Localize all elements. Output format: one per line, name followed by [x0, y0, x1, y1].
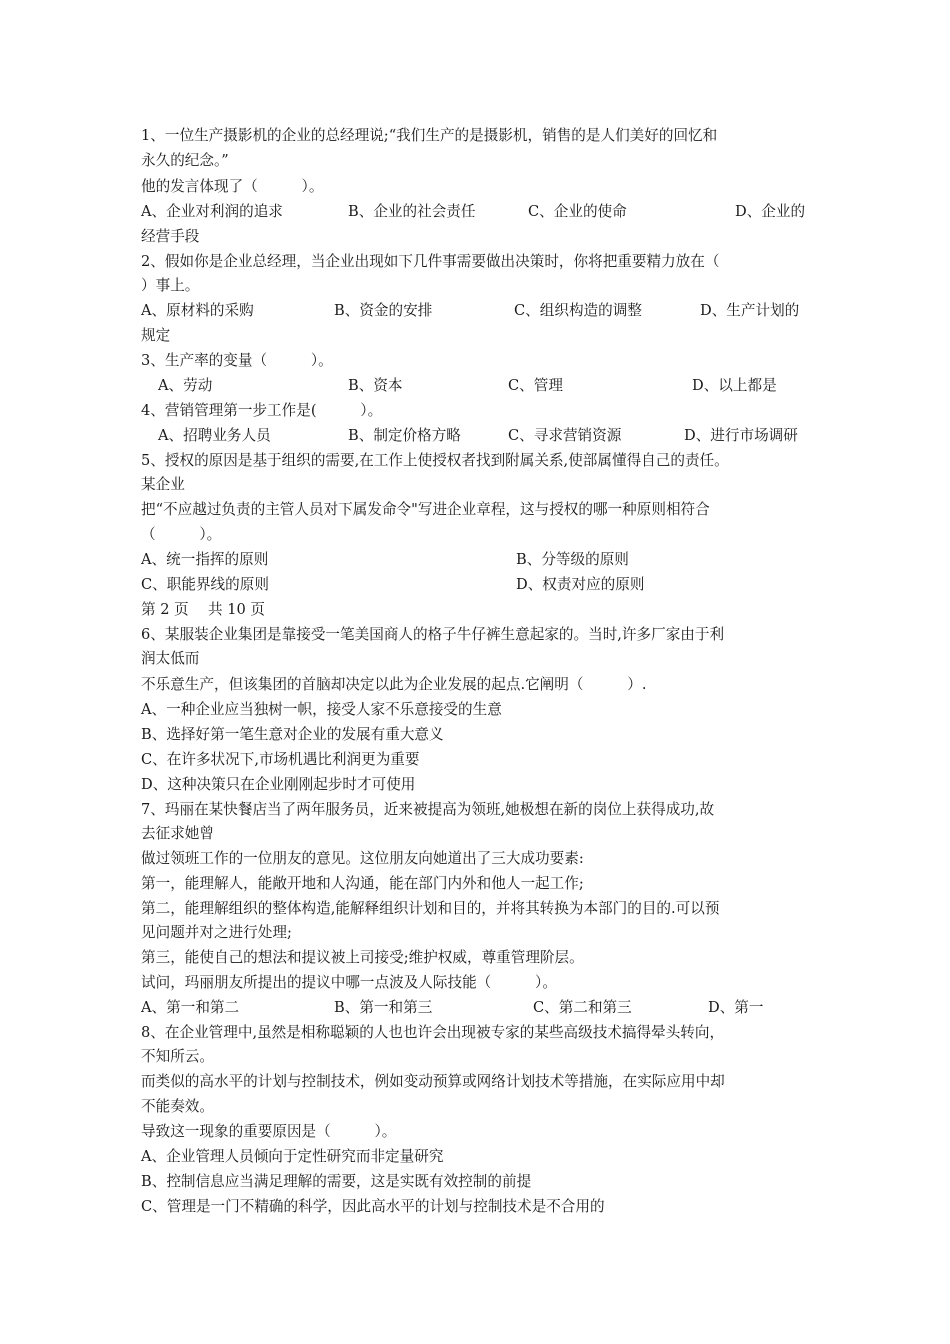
q7-stem-line-3: 做过领班工作的一位朋友的意见。这位朋友向她道出了三大成功要素: — [141, 850, 584, 867]
q7-stem-line-2: 去征求她曾 — [141, 825, 214, 842]
q4-option-b: B、制定价格方略 — [348, 427, 461, 444]
q7-point-1: 第一，能理解人，能敞开地和人沟通，能在部门内外和他人一起工作; — [141, 875, 584, 892]
q7-option-c: C、第二和第三 — [533, 999, 632, 1016]
q1-option-d: D、企业的 — [735, 203, 806, 220]
q1-stem-line-1: 1、一位生产摄影机的企业的总经理说;“我们生产的是摄影机，销售的是人们美好的回忆和 — [141, 127, 718, 144]
q1-option-c: C、企业的使命 — [528, 203, 627, 220]
q1-option-d-cont: 经营手段 — [141, 228, 200, 245]
q8-stem-line-1: 8、在企业管理中,虽然是相称聪颖的人也也许会出现被专家的某些高级技术搞得晕头转向， — [141, 1024, 725, 1041]
q8-stem-line-5: 导致这一现象的重要原因是（ ）。 — [141, 1123, 397, 1140]
q2-stem-line-2: ）事上。 — [141, 277, 200, 294]
q1-option-a: A、企业对利润的追求 — [141, 203, 283, 220]
q2-option-b: B、资金的安排 — [334, 302, 433, 319]
q7-point-2-line-2: 见问题并对之进行处理; — [141, 924, 292, 941]
q1-option-b: B、企业的社会责任 — [348, 203, 476, 220]
q7-stem-line-1: 7、玛丽在某快餐店当了两年服务员，近来被提高为领班,她极想在新的岗位上获得成功,故 — [141, 801, 715, 818]
q5-stem-line-3: 把“不应越过负责的主管人员对下属发命令"写进企业章程，这与授权的哪一种原则相符合 — [141, 501, 710, 518]
q3-stem: 3、生产率的变量（ ）。 — [141, 352, 333, 369]
q7-option-a: A、第一和第二 — [141, 999, 240, 1016]
q7-option-d: D、第一 — [708, 999, 764, 1016]
q2-option-c: C、组织构造的调整 — [514, 302, 642, 319]
q5-option-a: A、统一指挥的原则 — [141, 551, 269, 568]
q5-option-d: D、权责对应的原则 — [516, 576, 645, 593]
q5-stem-line-4: （ ）。 — [141, 526, 222, 543]
q6-stem-line-1: 6、某服装企业集团是靠接受一笔美国商人的格子牛仔裤生意起家的。当时,许多厂家由于利 — [141, 626, 725, 643]
q7-point-3: 第三，能使自己的想法和提议被上司接受;维护权威，尊重管理阶层。 — [141, 949, 584, 966]
q8-option-b: B、控制信息应当满足理解的需要，这是实既有效控制的前提 — [141, 1173, 532, 1190]
q3-option-c: C、管理 — [508, 377, 563, 394]
q4-option-c: C、寻求营销资源 — [508, 427, 622, 444]
q8-option-a: A、企业管理人员倾向于定性研究而非定量研究 — [141, 1148, 444, 1165]
q1-stem-line-3: 他的发言体现了（ ）。 — [141, 178, 324, 195]
q4-stem: 4、营销管理第一步工作是( ）。 — [141, 402, 383, 419]
q8-stem-line-3: 而类似的高水平的计划与控制技术，例如变动预算或网络计划技术等措施，在实际应用中却 — [141, 1073, 725, 1090]
q6-option-b: B、选择好第一笔生意对企业的发展有重大意义 — [141, 726, 444, 743]
q5-stem-line-1: 5、授权的原因是基于组织的需要,在工作上使授权者找到附属关系,使部属懂得自己的责任。 — [141, 452, 729, 469]
q7-point-2-line-1: 第二，能理解组织的整体构造,能解释组织计划和目的，并将其转换为本部门的目的.可以预 — [141, 900, 720, 917]
q8-stem-line-4: 不能奏效。 — [141, 1098, 214, 1115]
q4-option-d: D、进行市场调研 — [684, 427, 798, 444]
q2-option-a: A、原材料的采购 — [141, 302, 254, 319]
q2-option-d-cont: 规定 — [141, 327, 171, 344]
q4-option-a: A、招聘业务人员 — [158, 427, 271, 444]
q3-option-b: B、资本 — [348, 377, 403, 394]
q6-stem-line-2: 润太低而 — [141, 650, 200, 667]
q8-option-c: C、管理是一门不精确的科学，因此高水平的计划与控制技术是不合用的 — [141, 1198, 605, 1215]
q3-option-d: D、以上都是 — [692, 377, 777, 394]
q1-stem-line-2: 永久的纪念。” — [141, 152, 229, 169]
q6-stem-line-3: 不乐意生产，但该集团的首脑却决定以此为企业发展的起点.它阐明（ ）. — [141, 676, 647, 693]
q6-option-a: A、一种企业应当独树一帜，接受人家不乐意接受的生意 — [141, 701, 502, 718]
q7-question: 试问，玛丽朋友所提出的提议中哪一点波及人际技能（ ）。 — [141, 974, 557, 991]
q2-option-d: D、生产计划的 — [700, 302, 800, 319]
q2-stem-line-1: 2、假如你是企业总经理，当企业出现如下几件事需要做出决策时，你将把重要精力放在（ — [141, 253, 720, 270]
q8-stem-line-2: 不知所云。 — [141, 1048, 214, 1065]
q5-option-c: C、职能界线的原则 — [141, 576, 269, 593]
page-number: 第 2 页 共 10 页 — [141, 601, 266, 618]
q3-option-a: A、劳动 — [158, 377, 213, 394]
q7-option-b: B、第一和第三 — [334, 999, 433, 1016]
q6-option-d: D、这种决策只在企业刚刚起步时才可使用 — [141, 776, 416, 793]
q5-stem-line-2: 某企业 — [141, 476, 185, 493]
q5-option-b: B、分等级的原则 — [516, 551, 629, 568]
q6-option-c: C、在许多状况下,市场机遇比利润更为重要 — [141, 751, 420, 768]
